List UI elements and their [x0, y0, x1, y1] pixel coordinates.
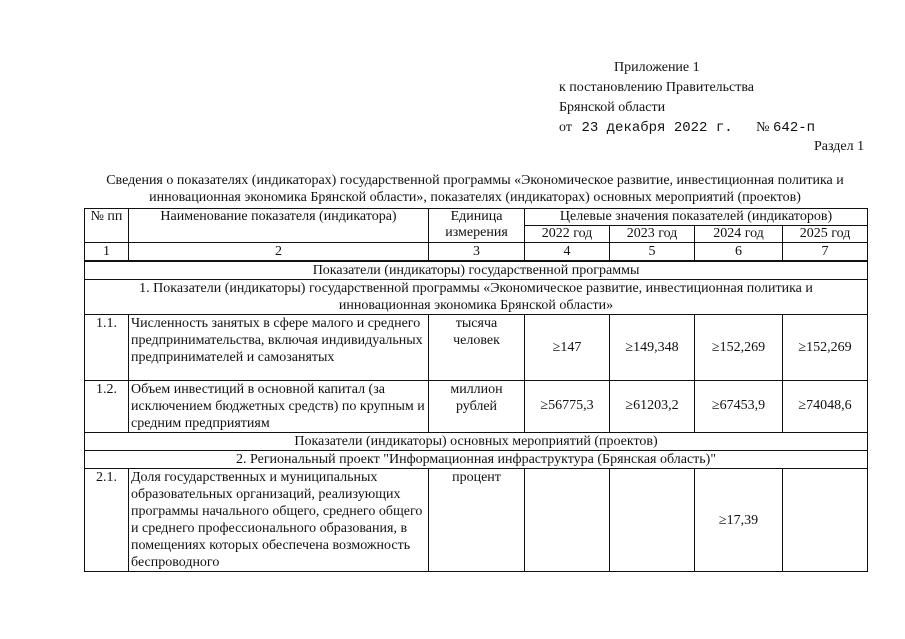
value-2023: ≥149,348	[610, 315, 695, 381]
value-2025: ≥74048,6	[783, 381, 868, 433]
number-prefix: №	[756, 120, 770, 135]
table-row	[85, 381, 868, 433]
header-year-2024: 2024 год	[695, 226, 783, 243]
appendix-region: Брянской области	[559, 100, 666, 115]
value-2023: ≥61203,2	[610, 381, 695, 433]
value-2023	[610, 469, 695, 572]
header-num: № пп	[85, 209, 129, 243]
col-number: 5	[610, 243, 695, 262]
value-2025: ≥152,269	[783, 315, 868, 381]
header-name: Наименование показателя (индикатора)	[129, 209, 429, 243]
row-num: 2.1.	[85, 469, 129, 572]
col-number: 7	[783, 243, 868, 262]
table-row	[85, 315, 868, 381]
appendix-resolution: к постановлению Правительства	[559, 80, 755, 95]
header-year-2023: 2023 год	[610, 226, 695, 243]
section-label: Раздел 1	[814, 139, 865, 154]
header-year-2022: 2022 год	[525, 226, 610, 243]
value-2022: ≥147	[525, 315, 610, 381]
row-num: 1.1.	[85, 315, 129, 381]
section-program-row	[85, 261, 868, 280]
value-2022: ≥56775,3	[525, 381, 610, 433]
date-prefix: от	[559, 120, 572, 135]
col-number: 3	[429, 243, 525, 262]
col-number: 6	[695, 243, 783, 262]
col-number: 2	[129, 243, 429, 262]
value-2024: ≥152,269	[695, 315, 783, 381]
value-2024: ≥17,39	[695, 469, 783, 572]
header-year-2025: 2025 год	[783, 226, 868, 243]
indicators-table	[84, 208, 868, 572]
subsection-2-row	[85, 451, 868, 469]
col-number: 1	[85, 243, 129, 262]
row-num: 1.2.	[85, 381, 129, 433]
indicator-name: Численность занятых в сфере малого и среднего предпринимательства, включая индивидуальных предпринимателей и самозанятых	[129, 315, 429, 381]
appendix-date-line	[559, 118, 815, 138]
value-2024: ≥67453,9	[695, 381, 783, 433]
header-unit: Единица измерения	[429, 209, 525, 243]
indicator-unit: миллион рублей	[429, 381, 525, 433]
subsection-1-row	[85, 280, 868, 315]
section-activities-row	[85, 433, 868, 451]
section-activities-title: Показатели (индикаторы) основных мероприятий (проектов)	[85, 433, 868, 451]
document-heading: Сведения о показателях (индикаторах) государственной программы «Экономическое развитие, инвестиционная политика и инновационная экономика Брянской области», показателях (индикаторах) основных мероприятий (проектов)	[106, 173, 844, 205]
indicator-unit: тысяча человек	[429, 315, 525, 381]
header-row	[85, 209, 868, 226]
subsection-1-title: 1. Показатели (индикаторы) государственной программы «Экономическое развитие, инвестиционная политика и инновационная экономика Брянской области»	[85, 280, 868, 315]
section-program-title: Показатели (индикаторы) государственной программы	[85, 261, 868, 280]
number-value: 642-п	[773, 120, 816, 136]
indicator-name: Доля государственных и муниципальных образовательных организаций, реализующих программы начального общего, среднего общего и среднего профессионального образования, в помещениях которых обеспечена возможность беспроводного	[129, 469, 429, 572]
indicator-name: Объем инвестиций в основной капитал (за исключением бюджетных средств) по крупным и средним предприятиям	[129, 381, 429, 433]
value-2022	[525, 469, 610, 572]
date-value: 23 декабря 2022 г.	[581, 120, 733, 136]
table-row	[85, 469, 868, 572]
value-2025	[783, 469, 868, 572]
column-numbers-row	[85, 243, 868, 262]
header-targets: Целевые значения показателей (индикаторов)	[525, 209, 868, 226]
indicator-unit: процент	[429, 469, 525, 572]
subsection-2-title: 2. Региональный проект "Информационная инфраструктура (Брянская область)"	[85, 451, 868, 469]
appendix-block	[559, 58, 815, 138]
col-number: 4	[525, 243, 610, 262]
appendix-title: Приложение 1	[614, 60, 700, 75]
